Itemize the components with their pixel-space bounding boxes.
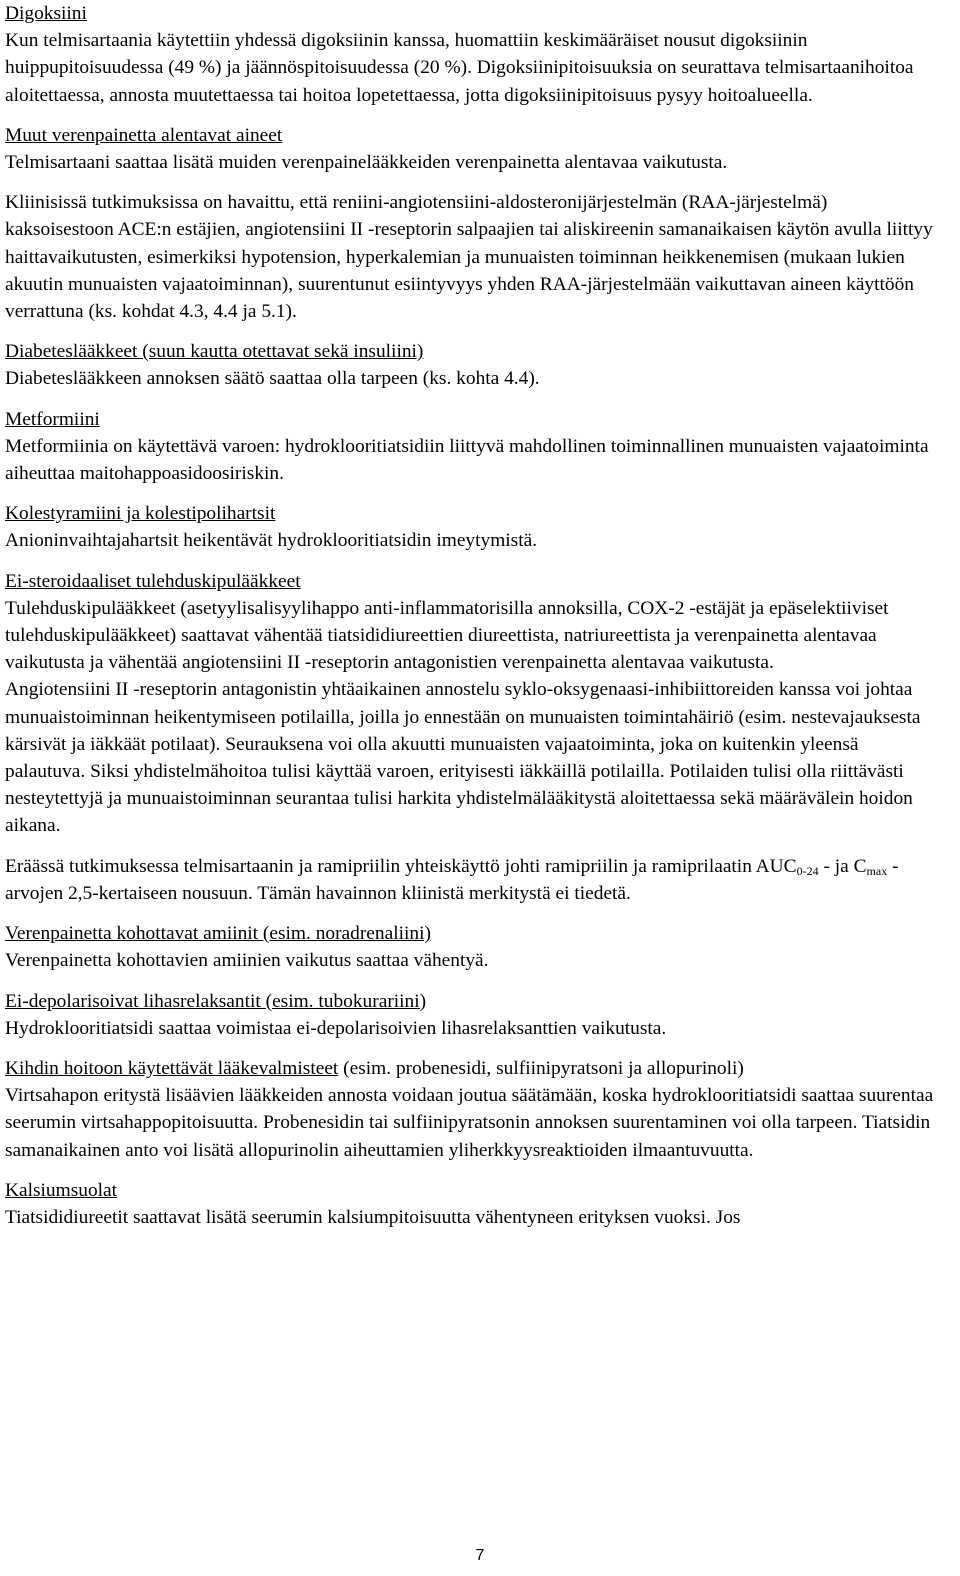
subscript: 0-24 bbox=[796, 863, 819, 878]
section-heading: Ei-steroidaaliset tulehduskipulääkkeet bbox=[5, 570, 301, 592]
paragraph: Angiotensiini II -reseptorin antagonistin yhtäaikainen annostelu syklo-oksygenaasi-inhibiittoreiden kanssa voi johtaa munuaistoiminnan heikentymiseen potilailla, joilla jo ennestään on munuaisten toimintahäiriö (esim. nestevajauksesta kärsivät ja iäkkäät potilaat). Seurauksena voi olla akuutti munuaisten vajaatoiminta, joka on kuitenkin yleensä palautuva. Siksi yhdistelmähoitoa tulisi käyttää varoen, erityisesti iäkkäillä potilailla. Potilaiden tulisi olla riittävästi nesteytettyjä ja munuaistoiminnan seurantaa tulisi harkita yhdistelmälääkitystä aloitettaessa sekä määrävälein hoidon aikana. bbox=[5, 679, 921, 837]
section-lihasrelaksantit bbox=[5, 988, 940, 1042]
section-heading-line bbox=[5, 1055, 940, 1082]
section-digoksiini bbox=[5, 0, 940, 109]
paragraph: Virtsahapon eritystä lisäävien lääkkeiden annosta voidaan joutua säätämään, koska hydroklooritiatsidi saattaa suurentaa seerumin virtsahappopitoisuutta. Probenesidin tai sulfiinipyratsonin annoksen suurentaminen voi olla tarpeen. Tiatsidin samanaikainen anto voi lisätä allopurinolin aiheuttamien yliherkkyysreaktioiden ilmaantuvuutta. bbox=[5, 1085, 934, 1161]
section-heading: Muut verenpainetta alentavat aineet bbox=[5, 124, 283, 146]
text-run: Eräässä tutkimuksessa telmisartaanin ja ramipriilin yhteiskäyttö johti ramipriilin ja ramiprilaatin AUC bbox=[5, 855, 797, 877]
section-kolestyramiini bbox=[5, 500, 940, 554]
section-muut-verenpainetta-alentavat bbox=[5, 122, 940, 325]
section-heading: Verenpainetta kohottavat amiinit (esim. noradrenaliini) bbox=[5, 923, 431, 945]
section-tulehduskipulaakkeet bbox=[5, 568, 940, 907]
subscript: max bbox=[866, 863, 888, 878]
section-verenpainetta-kohottavat-amiinit bbox=[5, 920, 940, 974]
paragraph: Verenpainetta kohottavien amiinien vaikutus saattaa vähentyä. bbox=[5, 950, 489, 972]
paragraph: Kliinisissä tutkimuksissa on havaittu, että reniini-angiotensiini-aldosteronijärjestelmän (RAA-järjestelmä) kaksoisestoon ACE:n estäjien, angiotensiini II -reseptorin salpaajien tai aliskireenin samanaikaisen käytön avulla liittyy haittavaikutusten, esimerkiksi hypotension, hyperkalemian ja munuaisten toiminnan heikkenemisen (mukaan lukien akuutin munuaisten vajaatoiminnan), suurentunut esiintyvyys yhden RAA-järjestelmään vaikuttavan aineen käyttöön verrattuna (ks. kohdat 4.3, 4.4 ja 5.1). bbox=[5, 192, 933, 323]
section-heading: Ei-depolarisoivat lihasrelaksantit (esim. tubokurariini) bbox=[5, 990, 427, 1012]
section-heading: Metformiini bbox=[5, 408, 100, 430]
text-run: -arvojen 2,5-kertaiseen nousuun. Tämän havainnon kliinistä merkitystä ei tiedetä. bbox=[5, 855, 899, 904]
paragraph: Diabeteslääkkeen annoksen säätö saattaa olla tarpeen (ks. kohta 4.4). bbox=[5, 368, 540, 390]
heading-continuation: (esim. probenesidi, sulfiinipyratsoni ja allopurinoli) bbox=[338, 1057, 744, 1079]
section-heading: Kolestyramiini ja kolestipolihartsit bbox=[5, 503, 276, 525]
paragraph: Kun telmisartaania käytettiin yhdessä digoksiinin kanssa, huomattiin keskimääräiset nousut digoksiinin huippupitoisuudessa (49 %) ja jäännöspitoisuudessa (20 %). Digoksiinipitoisuuksia on seurattava telmisartaanihoitoa aloitettaessa, annosta muutettaessa tai hoitoa lopetettaessa, jotta digoksiinipitoisuus pysyy hoitoalueella. bbox=[5, 30, 914, 106]
section-kihti bbox=[5, 1055, 940, 1164]
page-number: 7 bbox=[475, 1547, 485, 1564]
text-run: - ja C bbox=[818, 855, 867, 877]
paragraph: Anioninvaihtajahartsit heikentävät hydroklooritiatsidin imeytymistä. bbox=[5, 530, 538, 552]
section-heading: Kalsiumsuolat bbox=[5, 1179, 118, 1201]
section-heading: Kihdin hoitoon käytettävät lääkevalmisteet bbox=[5, 1057, 339, 1079]
section-heading: Digoksiini bbox=[5, 3, 87, 24]
paragraph: Hydroklooritiatsidi saattaa voimistaa ei-depolarisoivien lihasrelaksanttien vaikutusta. bbox=[5, 1017, 667, 1039]
paragraph: Metformiinia on käytettävä varoen: hydroklooritiatsidiin liittyvä mahdollinen toiminnallinen munuaisten vajaatoiminta aiheuttaa maitohappoasidoosiriskin. bbox=[5, 435, 929, 485]
paragraph: Telmisartaani saattaa lisätä muiden verenpainelääkkeiden verenpainetta alentavaa vaikutusta. bbox=[5, 152, 728, 174]
section-metformiini bbox=[5, 406, 940, 488]
section-diabeteslaakkeet bbox=[5, 338, 940, 392]
paragraph: Tiatsididiureetit saattavat lisätä seerumin kalsiumpitoisuutta vähentyneen erityksen vuoksi. Jos bbox=[5, 1206, 741, 1228]
paragraph: Tulehduskipulääkkeet (asetyylisalisyylihappo anti-inflammatorisilla annoksilla, COX-2 -estäjät ja epäselektiiviset tulehduskipulääkkeet) saattavat vähentää tiatsididiureettien diureettista, natriureettista ja verenpainetta alentavaa vaikutusta ja vähentää angiotensiini II -reseptorin antagonistien verenpainetta alentavaa vaikutusta. bbox=[5, 597, 889, 674]
section-kalsiumsuolat bbox=[5, 1177, 940, 1231]
paragraph-auc bbox=[5, 853, 940, 907]
section-heading: Diabeteslääkkeet (suun kautta otettavat sekä insuliini) bbox=[5, 341, 424, 363]
